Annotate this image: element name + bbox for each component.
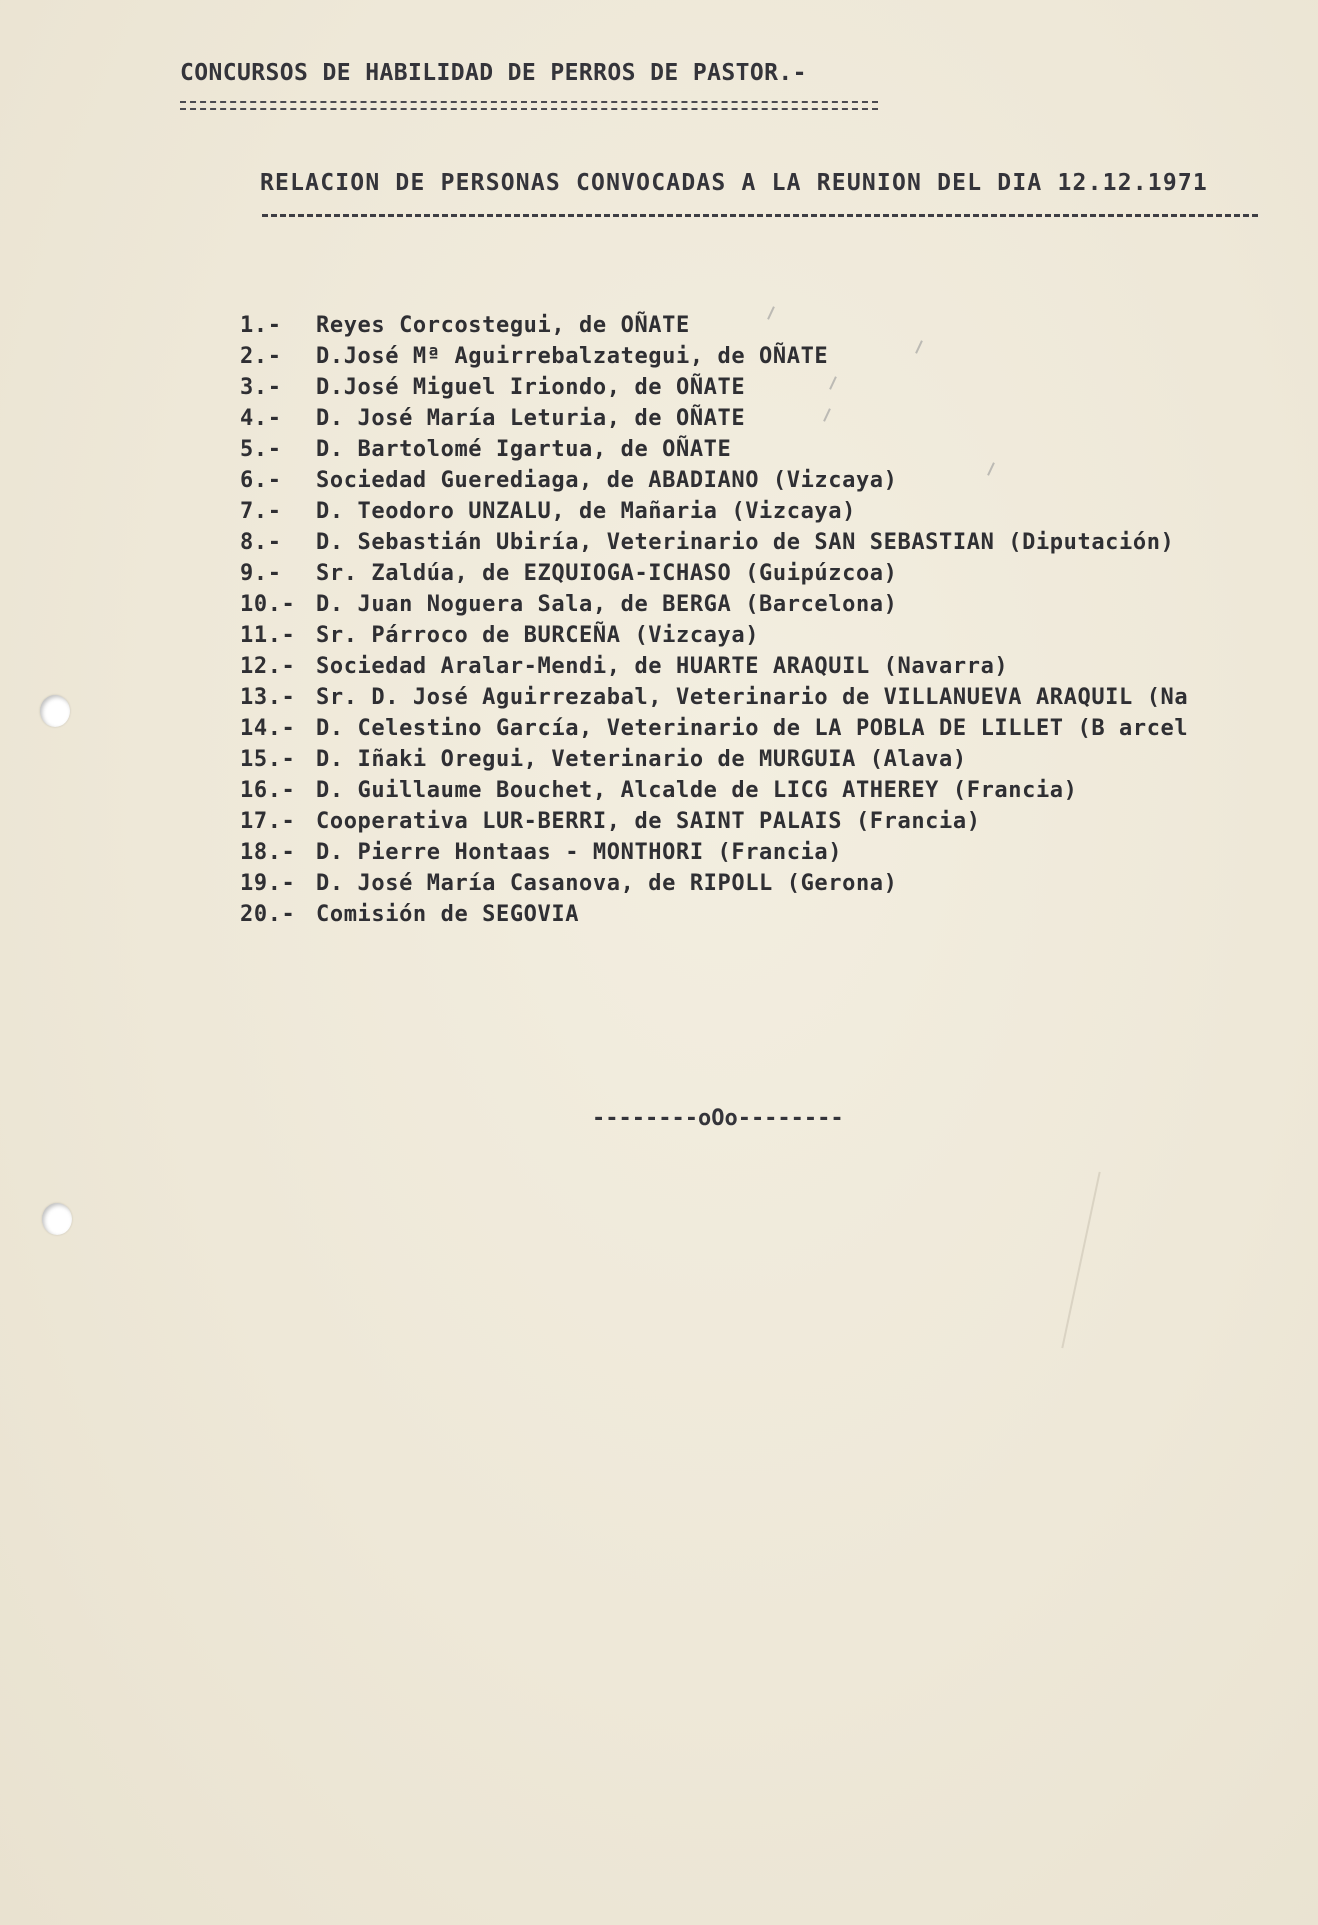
item-number: 15.- [240, 747, 296, 772]
item-number: 3.- [240, 375, 282, 400]
list-item [240, 899, 1318, 930]
list-item [240, 713, 1318, 744]
list-item [240, 434, 1318, 465]
item-number: 16.- [240, 778, 296, 803]
document-header: CONCURSOS DE HABILIDAD DE PERROS DE PASTOR.- [180, 60, 807, 86]
item-text: D. José María Casanova, de RIPOLL (Gerona) [316, 871, 898, 896]
item-text: Sociedad Guerediaga, de ABADIANO (Vizcaya) [316, 468, 898, 493]
item-number: 1.- [240, 313, 282, 338]
item-text: D. Pierre Hontaas - MONTHORI (Francia) [316, 840, 843, 865]
item-number: 19.- [240, 871, 296, 896]
list-item [240, 527, 1318, 558]
list-item [240, 372, 1318, 403]
list-item [240, 558, 1318, 589]
item-number: 5.- [240, 437, 282, 462]
list-item [240, 837, 1318, 868]
list-item [240, 806, 1318, 837]
item-text: D. Iñaki Oregui, Veterinario de MURGUIA (Alava) [316, 747, 967, 772]
item-text: Cooperativa LUR-BERRI, de SAINT PALAIS (Francia) [316, 809, 981, 834]
item-number: 20.- [240, 902, 296, 927]
list-item [240, 403, 1318, 434]
item-number: 8.- [240, 530, 282, 555]
item-text: D. Celestino García, Veterinario de LA POBLA DE LILLET (B arcel [316, 716, 1189, 741]
item-text: D. Teodoro UNZALU, de Mañaria (Vizcaya) [316, 499, 856, 524]
item-text: Sociedad Aralar-Mendi, de HUARTE ARAQUIL (Navarra) [316, 654, 1009, 679]
list-item [240, 341, 1318, 372]
list-item [240, 868, 1318, 899]
item-number: 14.- [240, 716, 296, 741]
item-number: 10.- [240, 592, 296, 617]
item-text: D.José Mª Aguirrebalzategui, de OÑATE [316, 344, 829, 369]
closing-mark: --------oOo-------- [592, 1106, 844, 1131]
item-text: Sr. D. José Aguirrezabal, Veterinario de VILLANUEVA ARAQUIL (Na [316, 685, 1189, 710]
item-text: D.José Miguel Iriondo, de OÑATE [316, 375, 746, 400]
list-item [240, 775, 1318, 806]
item-text: Reyes Corcostegui, de OÑATE [316, 313, 690, 338]
item-number: 9.- [240, 561, 282, 586]
item-text: D. José María Leturia, de OÑATE [316, 406, 746, 431]
list-item [240, 682, 1318, 713]
punch-hole-upper [40, 695, 70, 727]
list-item [240, 620, 1318, 651]
item-text: D. Guillaume Bouchet, Alcalde de LICG ATHEREY (Francia) [316, 778, 1078, 803]
attendee-list [240, 310, 1318, 930]
list-item [240, 465, 1318, 496]
list-item [240, 496, 1318, 527]
list-item [240, 744, 1318, 775]
item-text: D. Sebastián Ubiría, Veterinario de SAN SEBASTIAN (Diputación) [316, 530, 1175, 555]
item-number: 13.- [240, 685, 296, 710]
item-number: 18.- [240, 840, 296, 865]
punch-hole-lower [42, 1203, 72, 1235]
paper-crease [1061, 1172, 1100, 1348]
item-text: D. Bartolomé Igartua, de OÑATE [316, 437, 732, 462]
list-item [240, 310, 1318, 341]
item-number: 11.- [240, 623, 296, 648]
title-underline [262, 214, 1258, 217]
item-number: 12.- [240, 654, 296, 679]
item-number: 2.- [240, 344, 282, 369]
item-text: Sr. Zaldúa, de EZQUIOGA-ICHASO (Guipúzcoa) [316, 561, 898, 586]
item-number: 4.- [240, 406, 282, 431]
item-text: D. Juan Noguera Sala, de BERGA (Barcelona) [316, 592, 898, 617]
item-number: 17.- [240, 809, 296, 834]
item-text: Sr. Párroco de BURCEÑA (Vizcaya) [316, 623, 760, 648]
list-item [240, 651, 1318, 682]
item-number: 7.- [240, 499, 282, 524]
list-item [240, 589, 1318, 620]
item-text: Comisión de SEGOVIA [316, 902, 580, 927]
document-title: RELACION DE PERSONAS CONVOCADAS A LA REUNION DEL DIA 12.12.1971 [260, 170, 1208, 196]
header-double-underline [180, 101, 878, 110]
item-number: 6.- [240, 468, 282, 493]
